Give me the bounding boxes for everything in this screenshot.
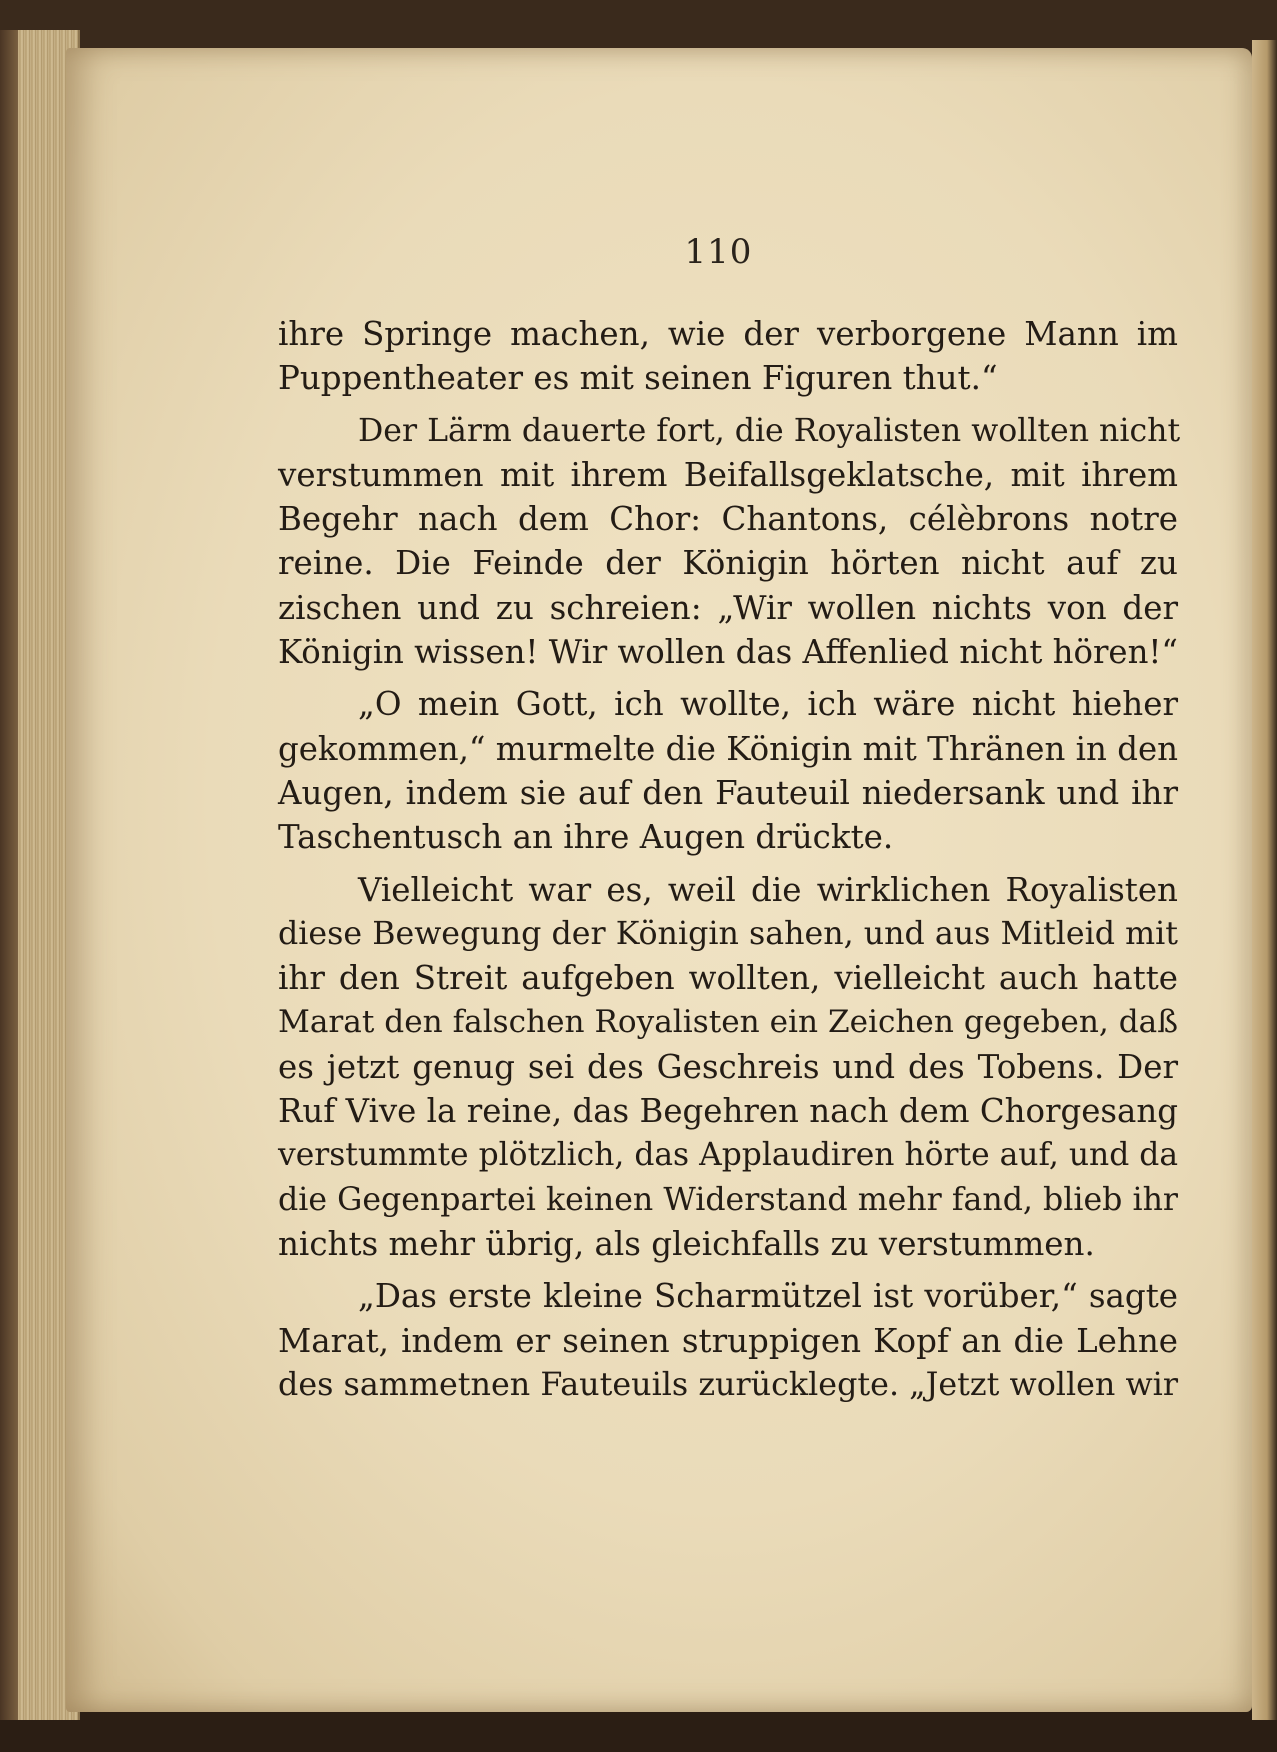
text-line: Vielleicht war es, weil die wirklichen Royalisten: [358, 870, 1178, 909]
text-line: ihr den Streit aufgeben wollten, vielleicht auch hatte: [278, 959, 1178, 998]
text-line: Augen, indem sie auf den Fauteuil niedersank und ihr: [278, 773, 1178, 812]
text-line: gekommen,“ murmelte die Königin mit Thränen in den: [278, 729, 1178, 768]
text-line: nichts mehr übrig, als gleichfalls zu verstummen.: [278, 1224, 1095, 1263]
text-line: es jetzt genug sei des Geschreis und des Tobens. Der: [278, 1047, 1178, 1086]
book-right-edge: [1252, 40, 1277, 1720]
text-line: Puppentheater es mit seinen Figuren thut.“: [278, 359, 998, 398]
text-line: verstummte plötzlich, das Applaudiren hörte auf, und da: [278, 1137, 1178, 1174]
text-line: Königin wissen! Wir wollen das Affenlied nicht hören!“: [278, 633, 1178, 672]
text-line: Marat den falschen Royalisten ein Zeichen gegeben, daß: [278, 1004, 1178, 1041]
text-line: Ruf Vive la reine, das Begehren nach dem Chorgesang: [278, 1092, 1178, 1131]
paragraph-4: [278, 868, 1178, 1267]
text-line: „O mein Gott, ich wollte, ich wäre nicht hieher: [358, 685, 1178, 724]
text-line: zischen und zu schreien: „Wir wollen nichts von der: [278, 588, 1178, 627]
page-number: 110: [684, 232, 753, 272]
text-line: ihre Springe machen, wie der verborgene Mann im: [278, 315, 1178, 353]
paragraph-1: [278, 312, 1178, 401]
text-line: Begehr nach dem Chor: Chantons, célèbrons notre: [278, 500, 1178, 539]
text-line: Taschentusch an ihre Augen drückte.: [278, 818, 894, 857]
paragraph-3: [278, 682, 1178, 859]
text-line: Der Lärm dauerte fort, die Royalisten wollten nicht: [358, 412, 1181, 449]
page-text: [278, 312, 1181, 1407]
text-line: die Gegenpartei keinen Widerstand mehr fand, blieb ihr: [278, 1181, 1178, 1218]
text-line: reine. Die Feinde der Königin hörten nicht auf zu: [278, 544, 1178, 583]
text-line: des sammetnen Fauteuils zurücklegte. „Jetzt wollen wir: [278, 1366, 1178, 1403]
text-line: „Das erste kleine Scharmützel ist vorüber,“ sagte: [358, 1277, 1178, 1316]
paragraph-2: [278, 409, 1181, 675]
text-line: Marat, indem er seinen struppigen Kopf an die Lehne: [278, 1321, 1178, 1360]
text-line: diese Bewegung der Königin sahen, und aus Mitleid mit: [278, 915, 1178, 952]
text-line: verstummen mit ihrem Beifallsgeklatsche, mit ihrem: [278, 455, 1178, 494]
paragraph-5: [278, 1274, 1178, 1407]
